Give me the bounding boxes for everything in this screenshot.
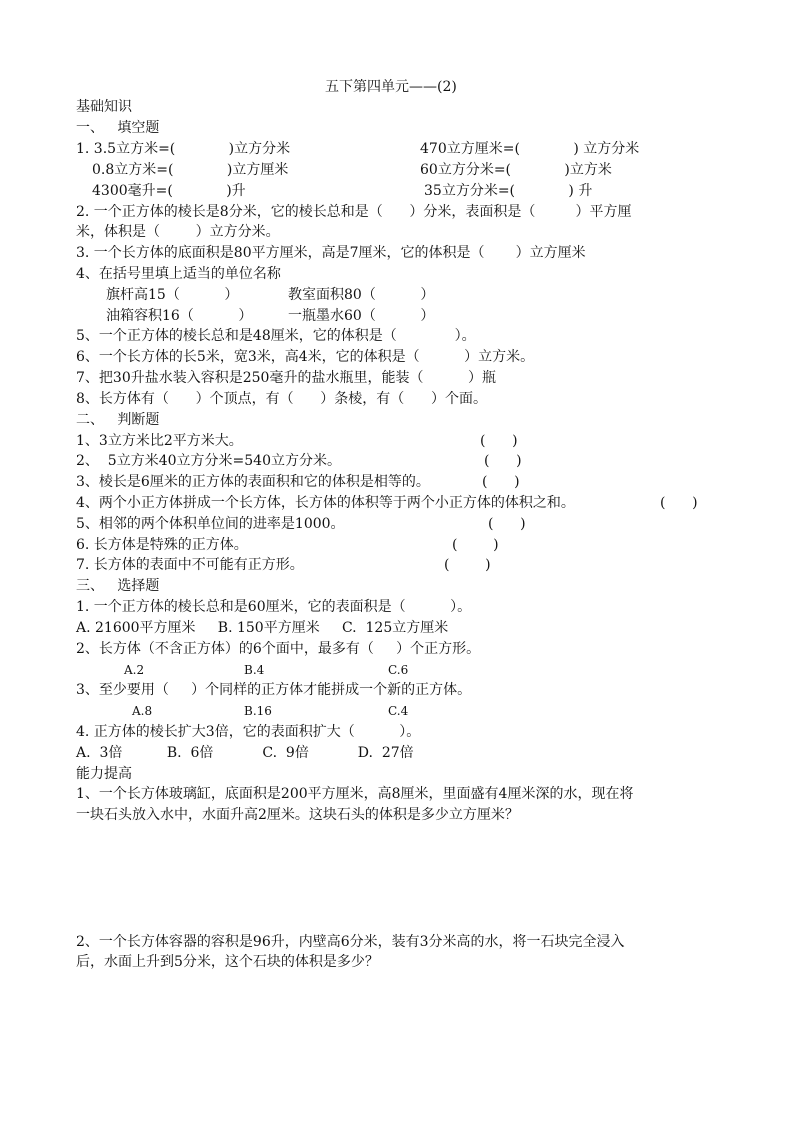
- fill-q1e: 4300毫升=( )升: [92, 183, 246, 199]
- judge-item-blank: ( ): [488, 516, 526, 532]
- fill-q4: 4、在括号里填上适当的单位名称: [76, 266, 281, 282]
- judge-item-text: 2、 5立方米40立方分米=540立方分米。: [76, 453, 341, 469]
- ability-q1-line2: 一块石头放入水中，水面升高2厘米。这块石头的体积是多少立方厘米？: [76, 807, 519, 823]
- choice-q3-option-b: B.16: [244, 704, 272, 718]
- fill-q4-item-d: 一瓶墨水60（ ）: [288, 308, 435, 324]
- choice-q4-options: A. 3倍 B. 6倍 C. 9倍 D. 27倍: [76, 745, 414, 761]
- judge-heading: 二、 判断题: [76, 412, 160, 428]
- ability-q2-line1: 2、一个长方体容器的容积是96升，内壁高6分米，装有3分米高的水，将一石块完全浸入: [76, 934, 625, 950]
- choice-heading: 三、 选择题: [76, 578, 160, 594]
- fill-q1a: 1. 3.5立方米=( )立方分米: [76, 141, 291, 157]
- choice-q3-option-a: A.8: [132, 704, 153, 718]
- fill-q4-item-b: 教室面积80（ ）: [288, 287, 435, 303]
- choice-q1: 1. 一个正方体的棱长总和是60厘米，它的表面积是（ ）。: [76, 599, 472, 615]
- choice-q3: 3、至少要用（ ）个同样的正方体才能拼成一个新的正方体。: [76, 682, 472, 698]
- judge-item-blank: ( ): [480, 433, 518, 449]
- judge-item-text: 7. 长方体的表面中不可能有正方形。: [76, 557, 304, 573]
- choice-q2-option-b: B.4: [244, 663, 265, 677]
- fill-q3: 3. 一个长方体的底面积是80平方厘米，高是7厘米，它的体积是（ ）立方厘米: [76, 245, 586, 261]
- fill-q1c: 0.8立方米=( )立方厘米: [92, 162, 289, 178]
- fill-q4-item-c: 油箱容积16（ ）: [106, 308, 253, 324]
- choice-q3-option-c: C.4: [388, 704, 409, 718]
- page-title: 五下第四单元——(2): [325, 79, 457, 95]
- choice-q4: 4. 正方体的棱长扩大3倍，它的表面积扩大（ ）。: [76, 724, 421, 740]
- fill-q5: 5、一个正方体的棱长总和是48厘米，它的体积是（ ）。: [76, 328, 476, 344]
- choice-q2-option-a: A.2: [124, 663, 145, 677]
- fill-q1d: 60立方分米=( )立方米: [420, 162, 612, 178]
- judge-item-text: 1、3立方米比2平方米大。: [76, 433, 243, 449]
- judge-item-text: 5、相邻的两个体积单位间的进率是1000。: [76, 516, 345, 532]
- fill-q7: 7、把30升盐水装入容积是250毫升的盐水瓶里，能装（ ）瓶: [76, 370, 496, 386]
- judge-item-text: 3、棱长是6厘米的正方体的表面积和它的体积是相等的。: [76, 474, 430, 490]
- judge-item-blank: ( ): [452, 537, 499, 553]
- fill-q6: 6、一个长方体的长5米，宽3米，高4米，它的体积是（ ）立方米。: [76, 349, 535, 365]
- fill-q2-line1: 2. 一个正方体的棱长是8分米，它的棱长总和是（ ）分米，表面积是（ ）平方厘: [76, 204, 632, 220]
- ability-q1-line1: 1、一个长方体玻璃缸，底面积是200平方厘米，高8厘米，里面盛有4厘米深的水，现在将: [76, 786, 634, 802]
- judge-item-text: 6. 长方体是特殊的正方体。: [76, 537, 248, 553]
- section-basic-heading: 基础知识: [76, 99, 132, 115]
- ability-q2-line2: 后，水面上升到5分米，这个石块的体积是多少？: [76, 954, 379, 970]
- judge-item-blank: ( ): [482, 474, 520, 490]
- fill-q1f: 35立方分米=( ) 升: [424, 183, 593, 199]
- judge-item-blank: ( ): [484, 453, 522, 469]
- judge-item-blank: ( ): [660, 495, 698, 511]
- choice-q2: 2、长方体（不含正方体）的6个面中，最多有（ ）个正方形。: [76, 641, 481, 657]
- choice-q1-options: A. 21600平方厘米 B. 150平方厘米 C. 125立方厘米: [76, 620, 449, 636]
- section-ability-heading: 能力提高: [76, 766, 132, 782]
- fill-q1b: 470立方厘米=( ) 立方分米: [420, 141, 640, 157]
- fill-in-heading: 一、 填空题: [76, 120, 160, 136]
- choice-q2-option-c: C.6: [388, 663, 409, 677]
- judge-item-text: 4、两个小正方体拼成一个长方体，长方体的体积等于两个小正方体的体积之和。: [76, 495, 575, 511]
- fill-q2-line2: 米，体积是（ ）立方分米。: [76, 224, 280, 240]
- fill-q4-item-a: 旗杆高15（ ）: [106, 287, 239, 303]
- fill-q8: 8、长方体有（ ）个顶点，有（ ）条棱，有（ ）个面。: [76, 391, 488, 407]
- judge-item-blank: ( ): [444, 557, 491, 573]
